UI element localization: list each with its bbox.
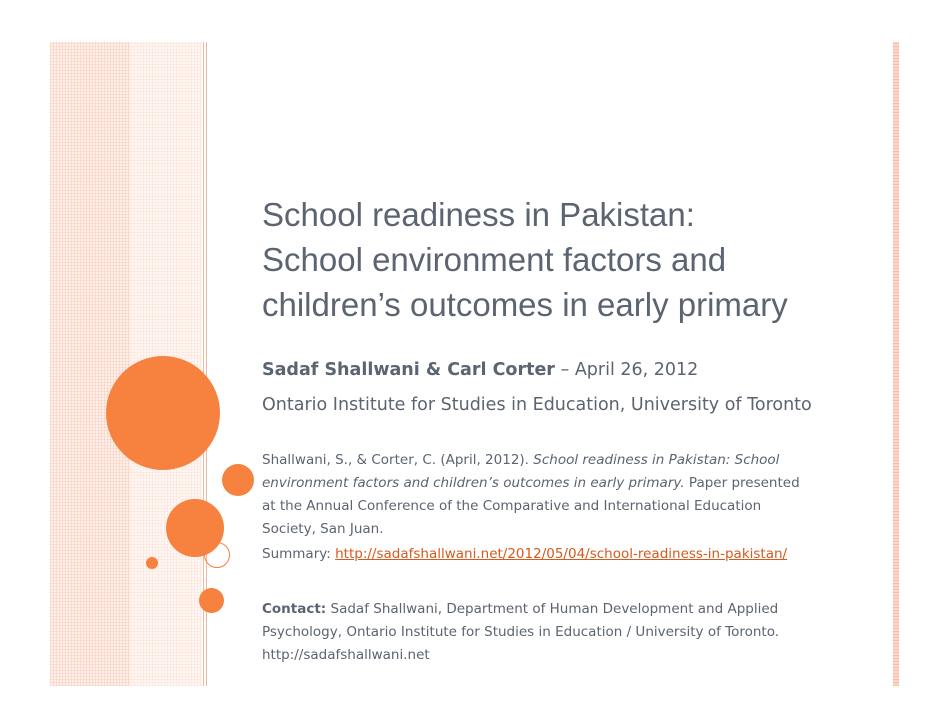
citation-paper-title: School readiness in Pakistan: School — [533, 452, 780, 468]
decorative-circle-tiny — [146, 557, 158, 569]
title-line: children’s outcomes in early primary — [262, 286, 788, 323]
citation-line: Society, San Juan. — [262, 521, 384, 537]
citation-paper-title: environment factors and children’s outcomes in early primary. — [262, 475, 685, 491]
author-names: Sadaf Shallwani & Carl Corter — [262, 360, 555, 380]
decorative-circle-outline — [204, 542, 230, 568]
contact-label: Contact: — [262, 601, 327, 617]
presentation-date: – April 26, 2012 — [560, 360, 699, 380]
authors-line — [262, 360, 698, 380]
contact-line: Psychology, Ontario Institute for Studies in Education / University of Toronto. — [262, 624, 780, 640]
decorative-circle-small — [222, 464, 254, 496]
title-line: School environment factors and — [262, 241, 727, 278]
contact-line — [262, 598, 882, 621]
decorative-circle-large — [106, 356, 220, 470]
citation-line — [262, 449, 882, 472]
decorative-right-band — [893, 42, 899, 686]
citation-line: at the Annual Conference of the Comparative and International Education — [262, 498, 762, 514]
contact-block — [262, 598, 882, 667]
citation-text: Shallwani, S., & Corter, C. (April, 2012). — [262, 452, 534, 468]
decorative-circle-lower — [199, 588, 224, 613]
summary-link[interactable]: http://sadafshallwani.net/2012/05/04/school-readiness-in-pakistan/ — [335, 546, 788, 562]
summary-line — [262, 546, 787, 562]
contact-website: http://sadafshallwani.net — [262, 647, 430, 663]
title-line: School readiness in Pakistan: — [262, 196, 695, 233]
citation-text: Paper presented — [684, 475, 800, 491]
contact-text: Sadaf Shallwani, Department of Human Development and Applied — [330, 601, 779, 617]
citation — [262, 449, 882, 541]
citation-line — [262, 472, 882, 495]
institution: Ontario Institute for Studies in Education, University of Toronto — [262, 395, 812, 415]
slide-title — [262, 192, 887, 327]
summary-label: Summary: — [262, 546, 331, 562]
